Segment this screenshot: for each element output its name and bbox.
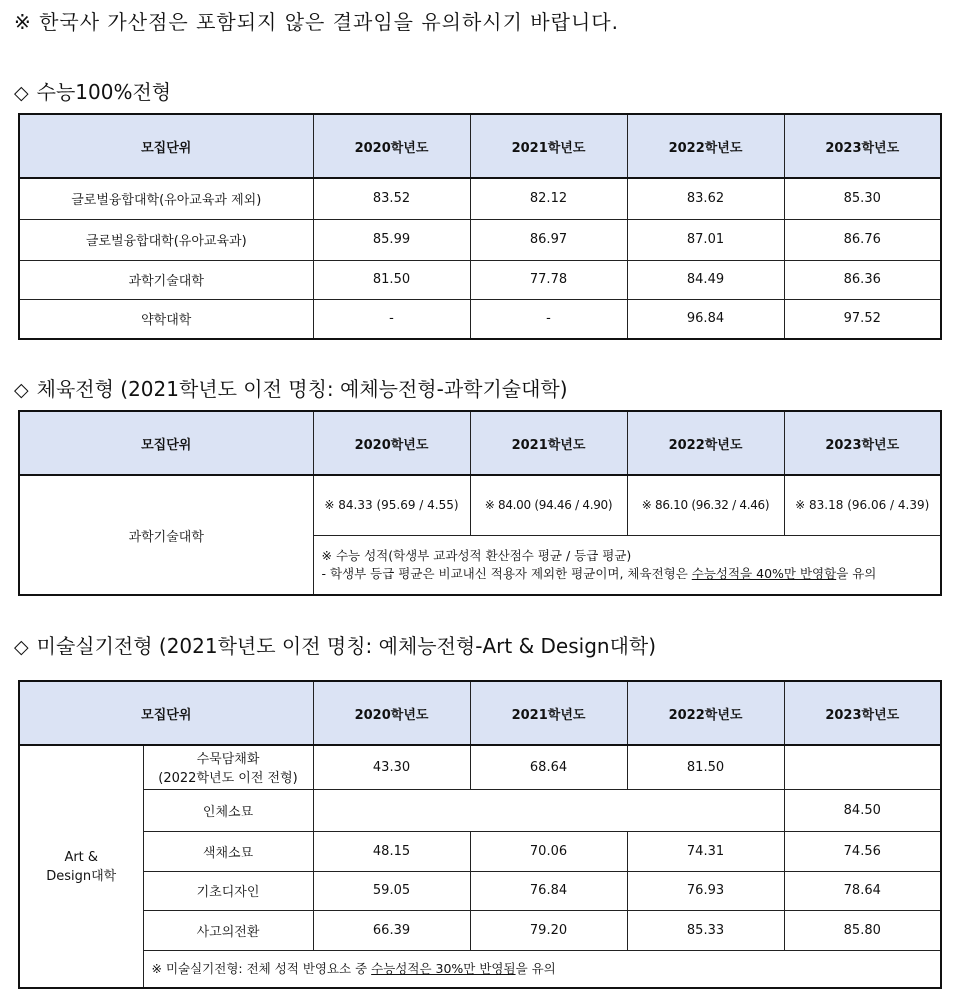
section3-note	[143, 950, 941, 988]
diamond-icon: ◇	[14, 636, 29, 658]
value-cell: 70.06	[470, 831, 627, 871]
value-cell: -	[313, 299, 470, 339]
table-row	[19, 871, 941, 910]
value-cell: 83.62	[627, 178, 784, 219]
section1-title: 수능100%전형	[36, 80, 172, 104]
value-cell: 84.50	[784, 789, 941, 831]
table-row	[19, 219, 941, 260]
unit-cell: 글로벌융합대학(유아교육과 제외)	[19, 178, 313, 219]
value-cell: 81.50	[627, 745, 784, 789]
note-text: 을 유의	[515, 960, 556, 976]
notice-text: ※ 한국사 가산점은 포함되지 않은 결과임을 유의하시기 바랍니다.	[14, 10, 619, 34]
table-row	[19, 831, 941, 871]
value-cell: 86.36	[784, 260, 941, 299]
note-underlined: 수능성적을 40%만 반영함	[691, 565, 837, 581]
value-cell: 77.78	[470, 260, 627, 299]
section1-heading	[14, 76, 171, 105]
note-row	[19, 950, 941, 988]
note-line	[322, 565, 933, 583]
header-year: 2022학년도	[627, 411, 784, 475]
table-row	[19, 475, 941, 535]
header-year: 2020학년도	[313, 411, 470, 475]
header-year: 2023학년도	[784, 114, 941, 178]
value-cell: 79.20	[470, 910, 627, 950]
unit-cell: 글로벌융합대학(유아교육과)	[19, 219, 313, 260]
diamond-icon: ◇	[14, 82, 29, 104]
value-cell: 48.15	[313, 831, 470, 871]
table-row	[19, 299, 941, 339]
value-cell: 85.30	[784, 178, 941, 219]
note-text: - 학생부 등급 평균은 비교내신 적용자 제외한 평균이며, 체육전형은	[321, 565, 692, 581]
note-text: 을 유의	[836, 565, 877, 581]
unit-cell: 과학기술대학	[19, 260, 313, 299]
unit-cell: 기초디자인	[143, 871, 313, 910]
value-cell: ※ 84.00 (94.46 / 4.90)	[470, 475, 627, 535]
section3-heading	[14, 630, 656, 659]
empty-merged-cell	[313, 789, 784, 831]
value-cell: 87.01	[627, 219, 784, 260]
header-year: 2021학년도	[470, 114, 627, 178]
value-cell: 76.84	[470, 871, 627, 910]
group-label: Art &	[64, 849, 99, 865]
unit-cell: 과학기술대학	[19, 475, 313, 595]
value-cell: 82.12	[470, 178, 627, 219]
unit-cell	[143, 745, 313, 789]
group-label: Design대학	[46, 868, 117, 884]
value-cell: -	[470, 299, 627, 339]
value-cell: 74.31	[627, 831, 784, 871]
header-year: 2023학년도	[784, 681, 941, 745]
section2-heading	[14, 373, 568, 402]
value-cell: ※ 86.10 (96.32 / 4.46)	[627, 475, 784, 535]
header-year: 2023학년도	[784, 411, 941, 475]
unit-label: 수묵담채화	[196, 752, 260, 768]
section3-table	[18, 680, 942, 989]
note-line: ※ 수능 성적(학생부 교과성적 환산점수 평균 / 등급 평균)	[321, 547, 632, 563]
unit-cell: 사고의전환	[143, 910, 313, 950]
value-cell: 66.39	[313, 910, 470, 950]
table-header-row	[19, 681, 941, 745]
table-row	[19, 745, 941, 789]
table-header-row	[19, 411, 941, 475]
value-cell: 85.99	[313, 219, 470, 260]
value-cell: 43.30	[313, 745, 470, 789]
header-year: 2020학년도	[313, 681, 470, 745]
value-cell: 96.84	[627, 299, 784, 339]
value-cell: 76.93	[627, 871, 784, 910]
table-row	[19, 910, 941, 950]
section3-title: 미술실기전형 (2021학년도 이전 명칭: 예체능전형-Art & Design대학)	[36, 634, 657, 658]
note-underlined: 수능성적은 30%만 반영됨	[371, 960, 516, 976]
section1-table	[18, 113, 942, 340]
table-row	[19, 789, 941, 831]
value-cell: 83.52	[313, 178, 470, 219]
value-cell: 86.76	[784, 219, 941, 260]
value-cell: 68.64	[470, 745, 627, 789]
value-cell: 85.80	[784, 910, 941, 950]
section2-note	[313, 535, 941, 595]
header-year: 2022학년도	[627, 681, 784, 745]
value-cell: 85.33	[627, 910, 784, 950]
section2-table	[18, 410, 942, 596]
value-cell	[784, 745, 941, 789]
value-cell: ※ 83.18 (96.06 / 4.39)	[784, 475, 941, 535]
header-year: 2022학년도	[627, 114, 784, 178]
group-cell	[19, 745, 143, 988]
table-row	[19, 260, 941, 299]
value-cell: 74.56	[784, 831, 941, 871]
table-row	[19, 178, 941, 219]
value-cell: 86.97	[470, 219, 627, 260]
unit-cell: 약학대학	[19, 299, 313, 339]
unit-sublabel: (2022학년도 이전 전형)	[158, 771, 298, 787]
header-unit: 모집단위	[19, 114, 313, 178]
diamond-icon: ◇	[14, 379, 29, 401]
value-cell: 97.52	[784, 299, 941, 339]
value-cell: ※ 84.33 (95.69 / 4.55)	[313, 475, 470, 535]
header-unit: 모집단위	[19, 681, 313, 745]
header-year: 2021학년도	[470, 681, 627, 745]
value-cell: 59.05	[313, 871, 470, 910]
header-year: 2020학년도	[313, 114, 470, 178]
header-unit: 모집단위	[19, 411, 313, 475]
value-cell: 84.49	[627, 260, 784, 299]
note-text: ※ 미술실기전형: 전체 성적 반영요소 중	[151, 960, 372, 976]
table-header-row	[19, 114, 941, 178]
unit-cell: 인체소묘	[143, 789, 313, 831]
value-cell: 78.64	[784, 871, 941, 910]
value-cell: 81.50	[313, 260, 470, 299]
header-year: 2021학년도	[470, 411, 627, 475]
section2-title: 체육전형 (2021학년도 이전 명칭: 예체능전형-과학기술대학)	[36, 377, 568, 401]
unit-cell: 색채소묘	[143, 831, 313, 871]
